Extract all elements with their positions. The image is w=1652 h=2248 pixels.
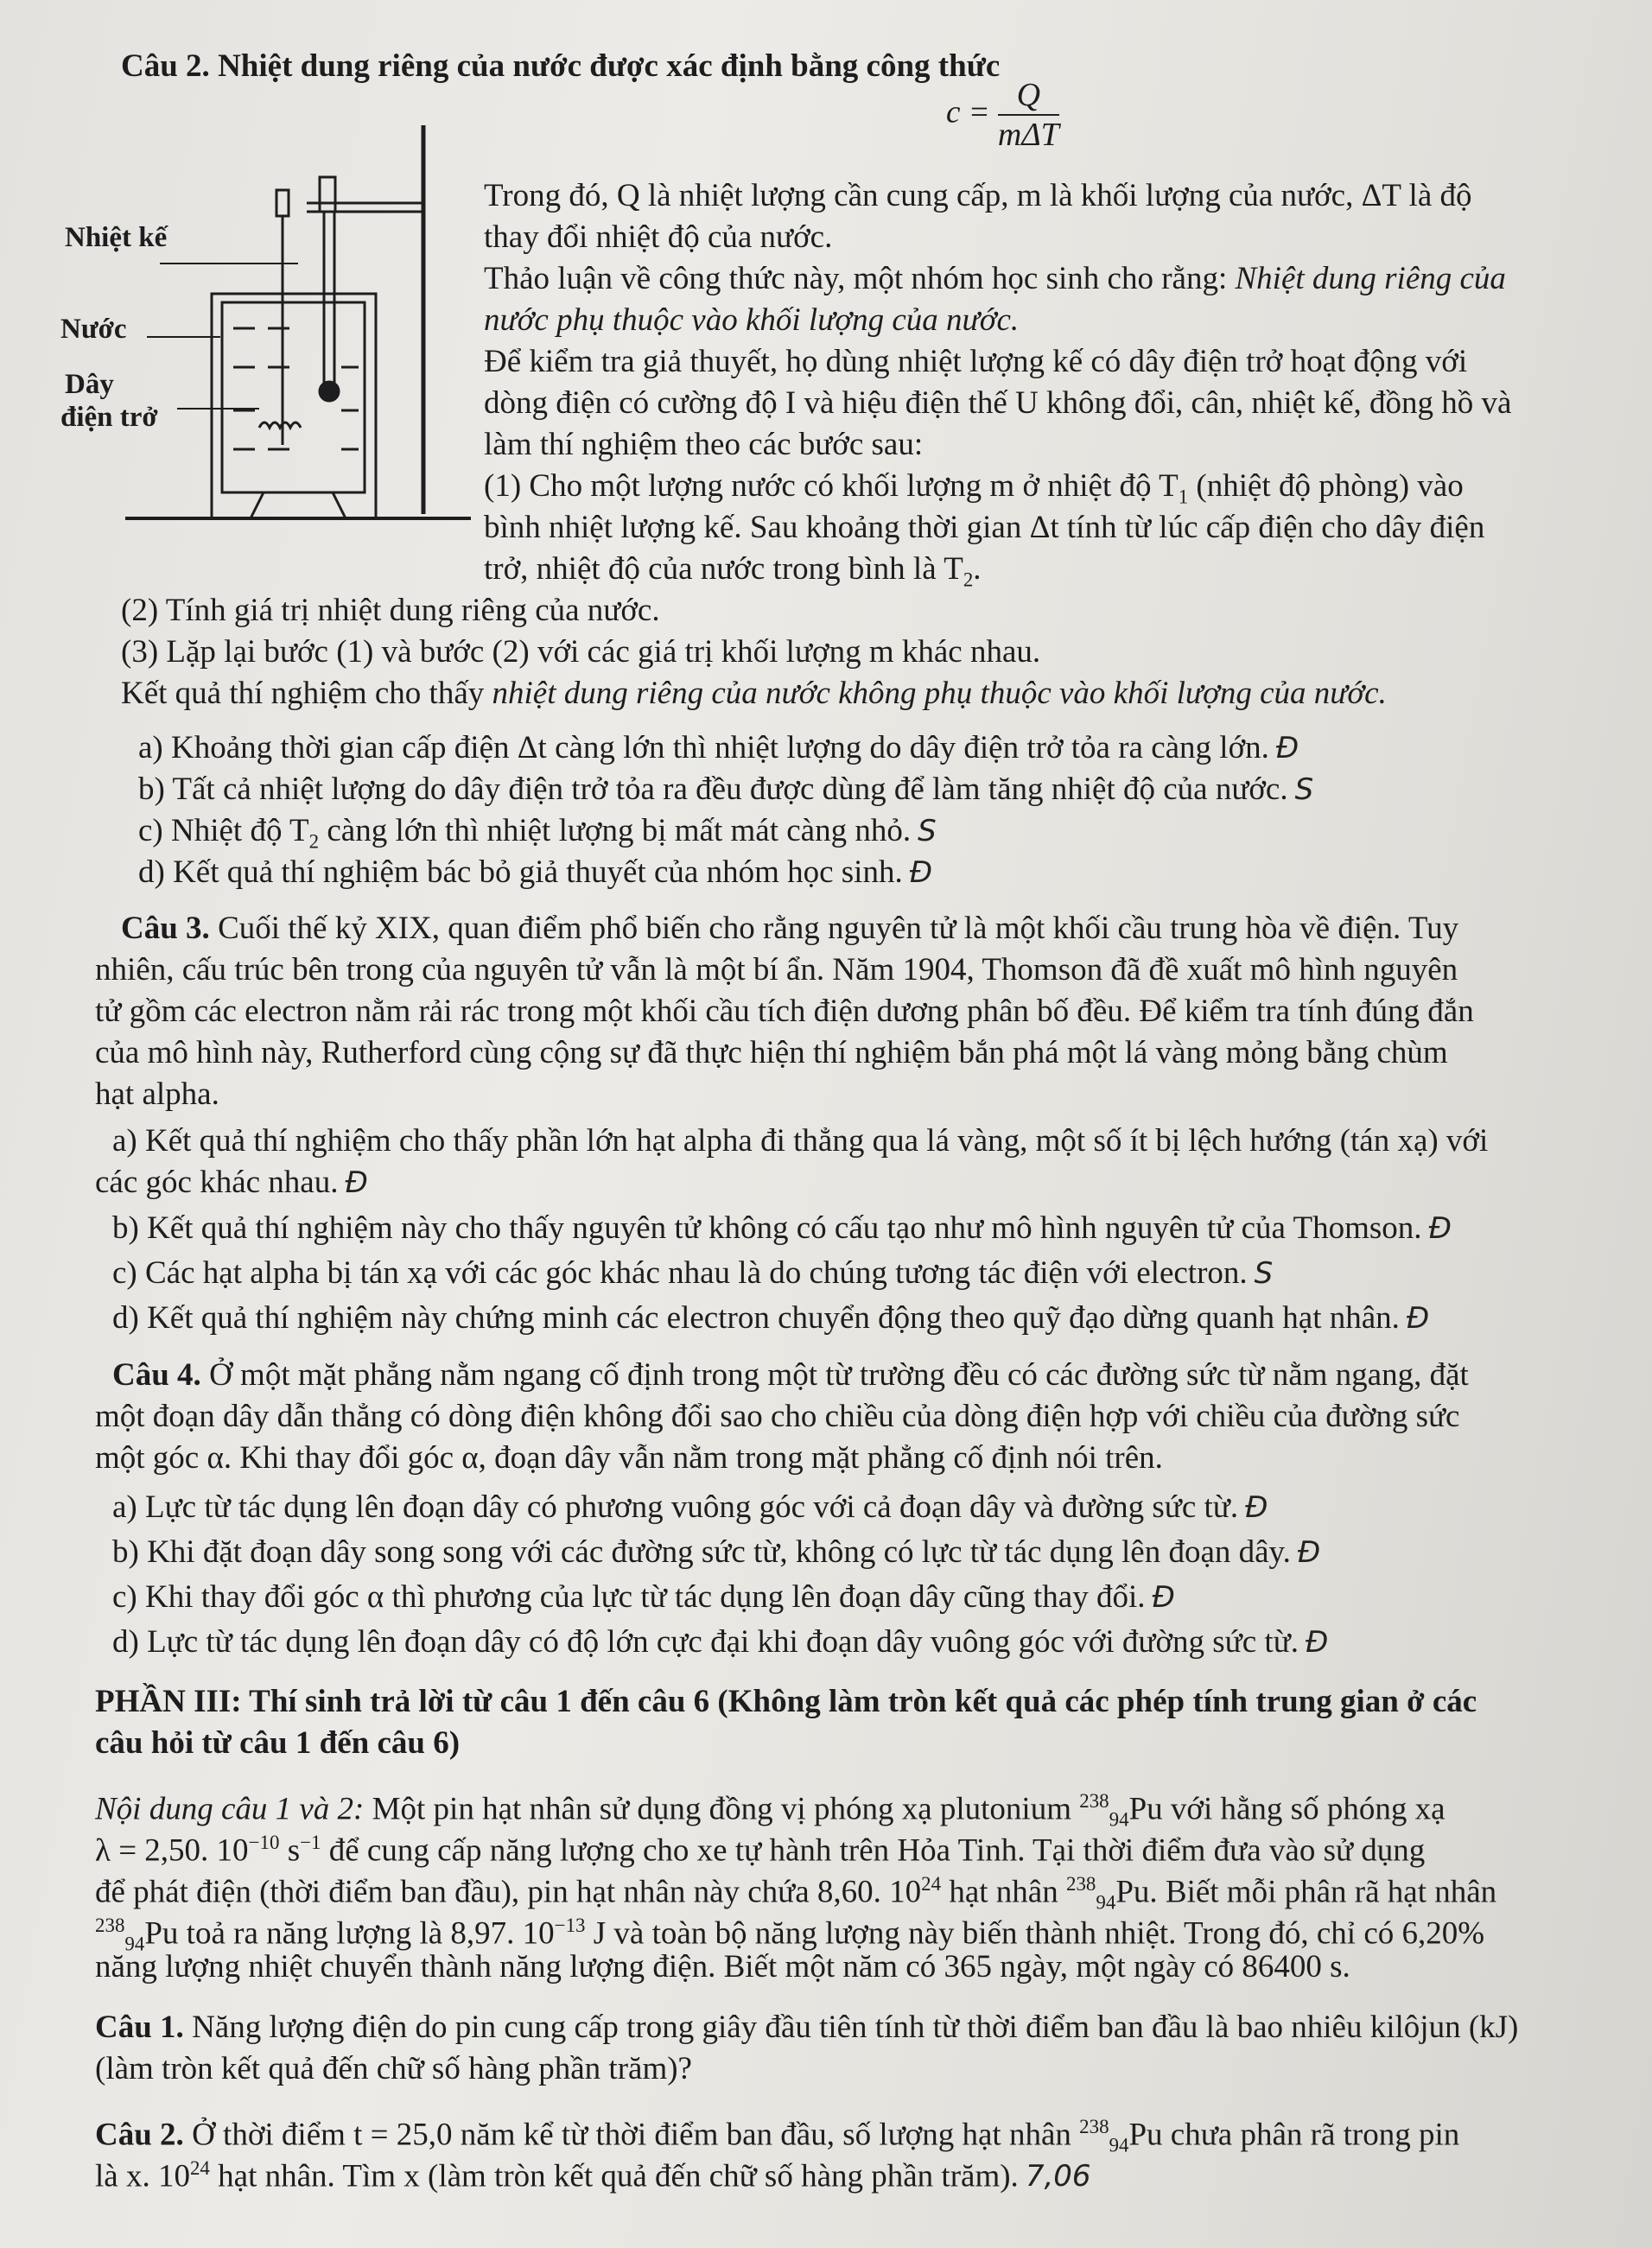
p3-q1-line-1: Câu 1. Năng lượng điện do pin cung cấp trong giây đầu tiên tính từ thời điểm ban đầu là bao nhiêu kilôjun (kJ) [95,2010,1519,2045]
handwritten-mark: Đ [909,855,933,890]
q2-line-10: trở, nhiệt độ của nước trong bình là $T_2$. [484,551,982,591]
calorimeter-diagram [60,117,480,523]
label-thermometer: Nhiệt kế [65,222,168,253]
label-resistor: điện trở [60,402,158,433]
q4-line-1: Câu 4. Ở một mặt phẳng nằm ngang cố định trong một từ trường đều có các đường sức từ nằm ngang, đặt [112,1357,1469,1393]
handwritten-mark: Đ [1297,1535,1321,1570]
shared-line-1: Nội dung câu 1 và 2: Một pin hạt nhân sử dụng đồng vị phóng xạ plutonium $^{238}_{94}$Pu với hằng số phóng xạ [95,1790,1446,1831]
handwritten-mark: Đ [1406,1301,1430,1336]
handwritten-mark: Đ [1306,1625,1329,1660]
handwritten-answer: 7,06 [1025,2159,1091,2194]
label-wire: Dây [65,369,114,400]
q2-line-7: làm thí nghiệm theo các bước sau: [484,427,924,462]
q2-line-2: thay đổi nhiệt độ của nước. [484,219,833,255]
q2-line-5: Để kiểm tra giả thuyết, họ dùng nhiệt lượng kế có dây điện trở hoạt động với [484,344,1468,379]
q4-line-2: một đoạn dây dẫn thẳng có dòng điện không đổi sao cho chiều của dòng điện hợp với chiều của đường sức [95,1399,1460,1434]
q4-option-d: d) Lực từ tác dụng lên đoạn dây có độ lớn cực đại khi đoạn dây vuông góc với đường sức từ. Đ [112,1624,1329,1660]
q2-intro: Câu 2. Nhiệt dung riêng của nước được xác định bằng công thức [121,48,1001,84]
p3-q2-line-1: Câu 2. Ở thời điểm t = 25,0 năm kể từ thời điểm ban đầu, số lượng hạt nhân $^{238}_{94}$Pu chưa phân rã trong pin [95,2116,1460,2156]
q3-line-4: của mô hình này, Rutherford cùng cộng sự đã thực hiện thí nghiệm bắn phá một lá vàng mỏng bằng chùm [95,1035,1448,1070]
q4-option-c: c) Khi thay đổi góc α thì phương của lực từ tác dụng lên đoạn dây cũng thay đổi. Đ [112,1579,1175,1615]
q3-option-c: c) Các hạt alpha bị tán xạ với các góc khác nhau là do chúng tương tác điện với electron. S [112,1255,1274,1291]
q2-option-d: d) Kết quả thí nghiệm bác bỏ giả thuyết của nhóm học sinh. Đ [138,854,933,890]
shared-line-5: năng lượng nhiệt chuyển thành năng lượng điện. Biết một năm có 365 ngày, một ngày có 86400 s. [95,1949,1350,1984]
q2-line-1: Trong đó, Q là nhiệt lượng cần cung cấp, m là khối lượng của nước, ΔT là độ [484,178,1472,213]
part3-heading-cont: câu hỏi từ câu 1 đến câu 6) [95,1725,461,1761]
q2-step-2: (2) Tính giá trị nhiệt dung riêng của nước. [121,593,660,628]
handwritten-mark: S [1294,772,1314,807]
shared-line-3: để phát điện (thời điểm ban đầu), pin hạt nhân này chứa 8,60. $10^{24}$ hạt nhân $^{238}_{94}$Pu. Biết mỗi phân rã hạt nhân [95,1873,1497,1914]
q3-line-1: Câu 3. Cuối thế kỷ XIX, quan điểm phổ biến cho rằng nguyên tử là một khối cầu trung hòa về điện. Tuy [121,911,1459,946]
formula: c = $\frac{Q}{\text{mΔT}}$ [946,77,1059,153]
p3-q1-line-2: (làm tròn kết quả đến chữ số hàng phần trăm)? [95,2051,692,2086]
label-water: Nước [60,314,127,345]
q2-line-9: bình nhiệt lượng kế. Sau khoảng thời gian Δt tính từ lúc cấp điện cho dây điện [484,510,1485,545]
handwritten-mark: Đ [1428,1211,1452,1246]
q3-option-d: d) Kết quả thí nghiệm này chứng minh các electron chuyển động theo quỹ đạo dừng quanh hạt nhân. Đ [112,1300,1430,1336]
handwritten-mark: Đ [1275,731,1299,765]
p3-q2-line-2: là x. $10^{24}$ hạt nhân. Tìm x (làm tròn kết quả đến chữ số hàng phần trăm). 7,06 [95,2157,1091,2194]
q4-line-3: một góc α. Khi thay đổi góc α, đoạn dây vẫn nằm trong mặt phẳng cố định nói trên. [95,1440,1163,1476]
q2-line-4: nước phụ thuộc vào khối lượng của nước. [484,302,1020,338]
calorimeter-drawing [82,117,480,523]
q2-result: Kết quả thí nghiệm cho thấy nhiệt dung riêng của nước không phụ thuộc vào khối lượng của nước. [121,676,1387,711]
q3-line-3: tử gồm các electron nằm rải rác trong một khối cầu tích điện dương phân bố đều. Để kiểm tra tính đúng đắn [95,994,1474,1029]
q3-line-5: hạt alpha. [95,1076,219,1112]
q3-line-2: nhiên, cấu trúc bên trong của nguyên tử vẫn là một bí ẩn. Năm 1904, Thomson đã đề xuất mô hình nguyên [95,952,1458,987]
q4-option-b: b) Khi đặt đoạn dây song song với các đường sức từ, không có lực từ tác dụng lên đoạn dây. Đ [112,1534,1321,1570]
handwritten-mark: Đ [345,1165,368,1200]
q2-option-a: a) Khoảng thời gian cấp điện Δt càng lớn thì nhiệt lượng do dây điện trở tỏa ra càng lớn. Đ [138,730,1299,765]
q3-option-a: a) Kết quả thí nghiệm cho thấy phần lớn hạt alpha đi thẳng qua lá vàng, một số ít bị lệch hướng (tán xạ) với [112,1123,1489,1159]
shared-line-2: λ = 2,50. $10^{-10}$ $s^{-1}$ để cung cấp năng lượng cho xe tự hành trên Hỏa Tinh. Tại thời điểm đưa vào sử dụng [95,1832,1426,1869]
q2-line-8: (1) Cho một lượng nước có khối lượng m ở nhiệt độ $T_1$ (nhiệt độ phòng) vào [484,468,1464,508]
q3-option-b: b) Kết quả thí nghiệm này cho thấy nguyên tử không có cấu tạo như mô hình nguyên tử của Thomson. Đ [112,1210,1452,1246]
q4-option-a: a) Lực từ tác dụng lên đoạn dây có phương vuông góc với cả đoạn dây và đường sức từ. Đ [112,1489,1268,1525]
handwritten-mark: Đ [1245,1490,1268,1525]
q2-option-c: c) Nhiệt độ $T_2$ càng lớn thì nhiệt lượng bị mất mát càng nhỏ. S [138,813,937,853]
handwritten-mark: S [1254,1256,1274,1291]
formula-fraction: $\frac{Q}{\text{mΔT}}$ [997,77,1059,153]
q2-option-b: b) Tất cả nhiệt lượng do dây điện trở tỏa ra đều được dùng để làm tăng nhiệt độ của nước. S [138,772,1314,807]
handwritten-mark: Đ [1152,1580,1175,1615]
q2-line-3: Thảo luận về công thức này, một nhóm học sinh cho rằng: Nhiệt dung riêng của [484,261,1506,296]
q2-line-6: dòng điện có cường độ I và hiệu điện thế U không đổi, cân, nhiệt kế, đồng hồ và [484,385,1512,421]
handwritten-mark: S [918,814,937,848]
part3-heading: PHẦN III: Thí sinh trả lời từ câu 1 đến câu 6 (Không làm tròn kết quả các phép tính trung gian ở các [95,1684,1477,1719]
q3-option-a-cont: các góc khác nhau. Đ [95,1165,368,1200]
q2-step-3: (3) Lặp lại bước (1) và bước (2) với các giá trị khối lượng m khác nhau. [121,634,1041,670]
shared-line-4: $^{238}_{94}$Pu toả ra năng lượng là 8,97. $10^{-13}$ J và toàn bộ năng lượng này biến thành nhiệt. Trong đó, chỉ có 6,20% [95,1915,1485,1955]
